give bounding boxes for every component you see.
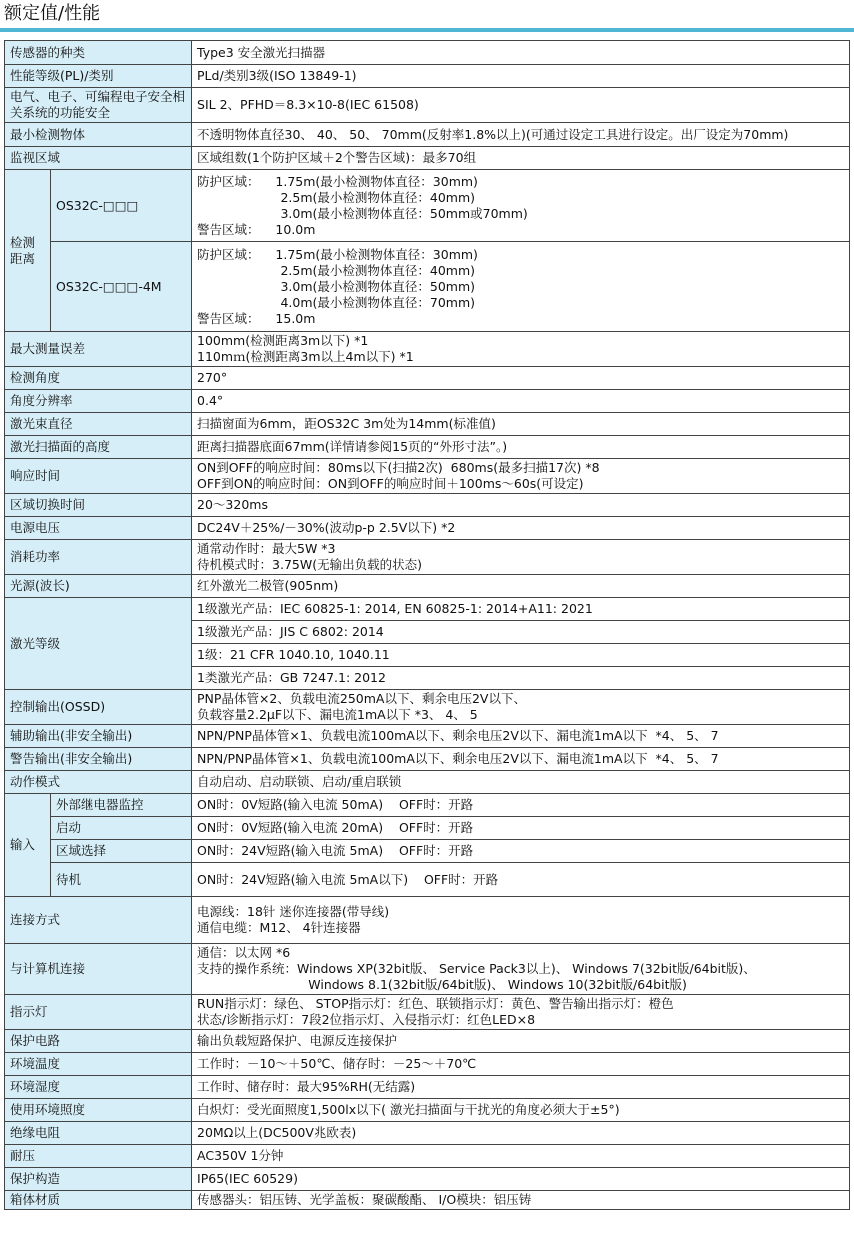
spec-label: 区域切换时间 [5,494,192,517]
spec-value: 传感器头：铝压铸、光学盖板：聚碳酸酯、 I/O模块：铝压铸 [192,1191,850,1210]
spec-value: PNP晶体管×2、负载电流250mA以下、剩余电压2V以下、 负载容量2.2μF以下、漏电流1mA以下 *3、 4、 5 [192,690,850,725]
table-row [5,897,850,944]
table-row [5,242,850,332]
spec-label: 箱体材质 [5,1191,192,1210]
spec-value: 距离扫描器底面67mm(详情请参阅15页的“外形寸法”。) [192,436,850,459]
table-row [5,1122,850,1145]
input-sub-label: 区域选择 [51,840,192,863]
table-row [5,332,850,367]
table-row [5,598,850,621]
input-sub-label: 待机 [51,863,192,897]
spec-label: 监视区域 [5,147,192,170]
spec-label: 警告输出(非安全输出) [5,748,192,771]
spec-value: IP65(IEC 60529) [192,1168,850,1191]
spec-label: 检测角度 [5,367,192,390]
spec-label: 使用环境照度 [5,1099,192,1122]
spec-label: 传感器的种类 [5,41,192,65]
input-spec-value: ON时：0V短路(输入电流 20mA) OFF时：开路 [192,817,850,840]
detection-distance-label: 检测距离 [5,170,51,332]
table-row [5,690,850,725]
table-row [5,840,850,863]
table-row [5,494,850,517]
table-row [5,147,850,170]
spec-label: 电源电压 [5,517,192,540]
input-label: 输入 [5,794,51,897]
table-row [5,1099,850,1122]
spec-value: NPN/PNP晶体管×1、负载电流100mA以下、剩余电压2V以下、漏电流1mA以下 *4、 5、 7 [192,725,850,748]
spec-label: 连接方式 [5,897,192,944]
spec-value: NPN/PNP晶体管×1、负载电流100mA以下、剩余电压2V以下、漏电流1mA以下 *4、 5、 7 [192,748,850,771]
spec-value: 0.4° [192,390,850,413]
spec-label: 响应时间 [5,459,192,494]
spec-label: 最大测量误差 [5,332,192,367]
spec-value: AC350V 1分钟 [192,1145,850,1168]
input-sub-label: 外部继电器监控 [51,794,192,817]
spec-value: 20～320ms [192,494,850,517]
spec-label: 环境湿度 [5,1076,192,1099]
page-title: 额定值/性能 [4,3,101,24]
laser-class-value: 1级：21 CFR 1040.10, 1040.11 [192,644,850,667]
spec-label: 动作模式 [5,771,192,794]
spec-value: PLd/类别3级(ISO 13849-1) [192,65,850,88]
spec-value: 通常动作时：最大5W *3 待机模式时：3.75W(无输出负载的状态) [192,540,850,575]
table-row [5,413,850,436]
spec-label: 激光扫描面的高度 [5,436,192,459]
model-spec-value: 防护区域： 1.75m(最小检测物体直径：30mm) 2.5m(最小检测物体直径：40mm) 3.0m(最小检测物体直径：50mm) 4.0m(最小检测物体直径：70mm) 警告区域： 15.0m [192,242,850,332]
spec-label: 激光束直径 [5,413,192,436]
model-label: OS32C-□□□-4M [51,242,192,332]
spec-label: 消耗功率 [5,540,192,575]
spec-value: 270° [192,367,850,390]
table-row [5,944,850,995]
spec-value: Type3 安全激光扫描器 [192,41,850,65]
input-sub-label: 启动 [51,817,192,840]
input-spec-value: ON时：0V短路(输入电流 50mA) OFF时：开路 [192,794,850,817]
spec-value: 不透明物体直径30、 40、 50、 70mm(反射率1.8%以上)(可通过设定工具进行设定。出厂设定为70mm) [192,123,850,147]
table-row [5,1076,850,1099]
spec-value: DC24V＋25%/－30%(波动p-p 2.5V以下) *2 [192,517,850,540]
spec-value: RUN指示灯：绿色、 STOP指示灯：红色、联锁指示灯：黄色、警告输出指示灯：橙色 状态/诊断指示灯：7段2位指示灯、入侵指示灯：红色LED×8 [192,995,850,1030]
table-row [5,995,850,1030]
input-spec-value: ON时：24V短路(输入电流 5mA以下) OFF时：开路 [192,863,850,897]
spec-value: 区域组数(1个防护区域＋2个警告区域)：最多70组 [192,147,850,170]
spec-value: 20MΩ以上(DC500V兆欧表) [192,1122,850,1145]
spec-value: ON到OFF的响应时间：80ms以下(扫描2次) 680ms(最多扫描17次) *8 OFF到ON的响应时间：ON到OFF的响应时间＋100ms～60s(可设定) [192,459,850,494]
table-row [5,390,850,413]
table-row [5,367,850,390]
spec-label: 与计算机连接 [5,944,192,995]
spec-value: SIL 2、PFHD＝8.3×10-8(IEC 61508) [192,88,850,123]
spec-label: 控制输出(OSSD) [5,690,192,725]
laser-class-value: 1类激光产品：GB 7247.1: 2012 [192,667,850,690]
table-row [5,794,850,817]
table-row [5,1191,850,1210]
spec-label: 绝缘电阻 [5,1122,192,1145]
laser-class-label: 激光等级 [5,598,192,690]
table-row [5,817,850,840]
table-row [5,540,850,575]
spec-value: 工作时：－10～＋50℃、储存时：－25～＋70℃ [192,1053,850,1076]
spec-value: 100mm(检测距离3m以下) *1 110mｍ(检测距离3m以上4m以下) *1 [192,332,850,367]
table-row [5,725,850,748]
model-spec-value: 防护区域： 1.75m(最小检测物体直径：30mm) 2.5m(最小检测物体直径：40mm) 3.0m(最小检测物体直径：50mm或70mm) 警告区域： 10.0m [192,170,850,242]
spec-label: 辅助输出(非安全输出) [5,725,192,748]
spec-label: 最小检测物体 [5,123,192,147]
table-row [5,459,850,494]
spec-label: 性能等级(PL)/类别 [5,65,192,88]
spec-label: 指示灯 [5,995,192,1030]
spec-value: 红外激光二极管(905nm) [192,575,850,598]
table-row [5,170,850,242]
input-spec-value: ON时：24V短路(输入电流 5mA) OFF时：开路 [192,840,850,863]
table-row [5,1030,850,1053]
spec-label: 角度分辨率 [5,390,192,413]
spec-label: 耐压 [5,1145,192,1168]
table-row [5,123,850,147]
table-row [5,65,850,88]
table-row [5,1168,850,1191]
spec-label: 光源(波长) [5,575,192,598]
table-row [5,1145,850,1168]
spec-value: 输出负载短路保护、电源反连接保护 [192,1030,850,1053]
spec-value: 通信：以太网 *6 支持的操作系统：Windows XP(32bit版、 Service Pack3以上)、 Windows 7(32bit版/64bit版)、 Windows 8.1(32bit版/64bit版)、 Windows 10(32bit版/64bit版) [192,944,850,995]
table-row [5,436,850,459]
laser-class-value: 1级激光产品：IEC 60825-1: 2014, EN 60825-1: 2014+A11: 2021 [192,598,850,621]
spec-value: 工作时、储存时：最大95%RH(无结露) [192,1076,850,1099]
spec-value: 电源线：18针 迷你连接器(带导线) 通信电缆：M12、 4针连接器 [192,897,850,944]
spec-label: 环境温度 [5,1053,192,1076]
table-row [5,575,850,598]
spec-label: 保护电路 [5,1030,192,1053]
table-row [5,771,850,794]
table-row [5,88,850,123]
model-label: OS32C-□□□ [51,170,192,242]
spec-label: 保护构造 [5,1168,192,1191]
table-row [5,863,850,897]
spec-table [4,40,850,1210]
spec-value: 白炽灯：受光面照度1,500lx以下( 激光扫描面与干扰光的角度必须大于±5°) [192,1099,850,1122]
laser-class-value: 1级激光产品：JIS C 6802: 2014 [192,621,850,644]
title-underline [0,28,854,32]
spec-value: 自动启动、启动联锁、启动/重启联锁 [192,771,850,794]
table-row [5,41,850,65]
table-row [5,1053,850,1076]
table-row [5,517,850,540]
spec-label: 电气、电子、可编程电子安全相关系统的功能安全 [5,88,192,123]
table-row [5,748,850,771]
spec-value: 扫描窗面为6mm，距OS32C 3m处为14mm(标准值) [192,413,850,436]
